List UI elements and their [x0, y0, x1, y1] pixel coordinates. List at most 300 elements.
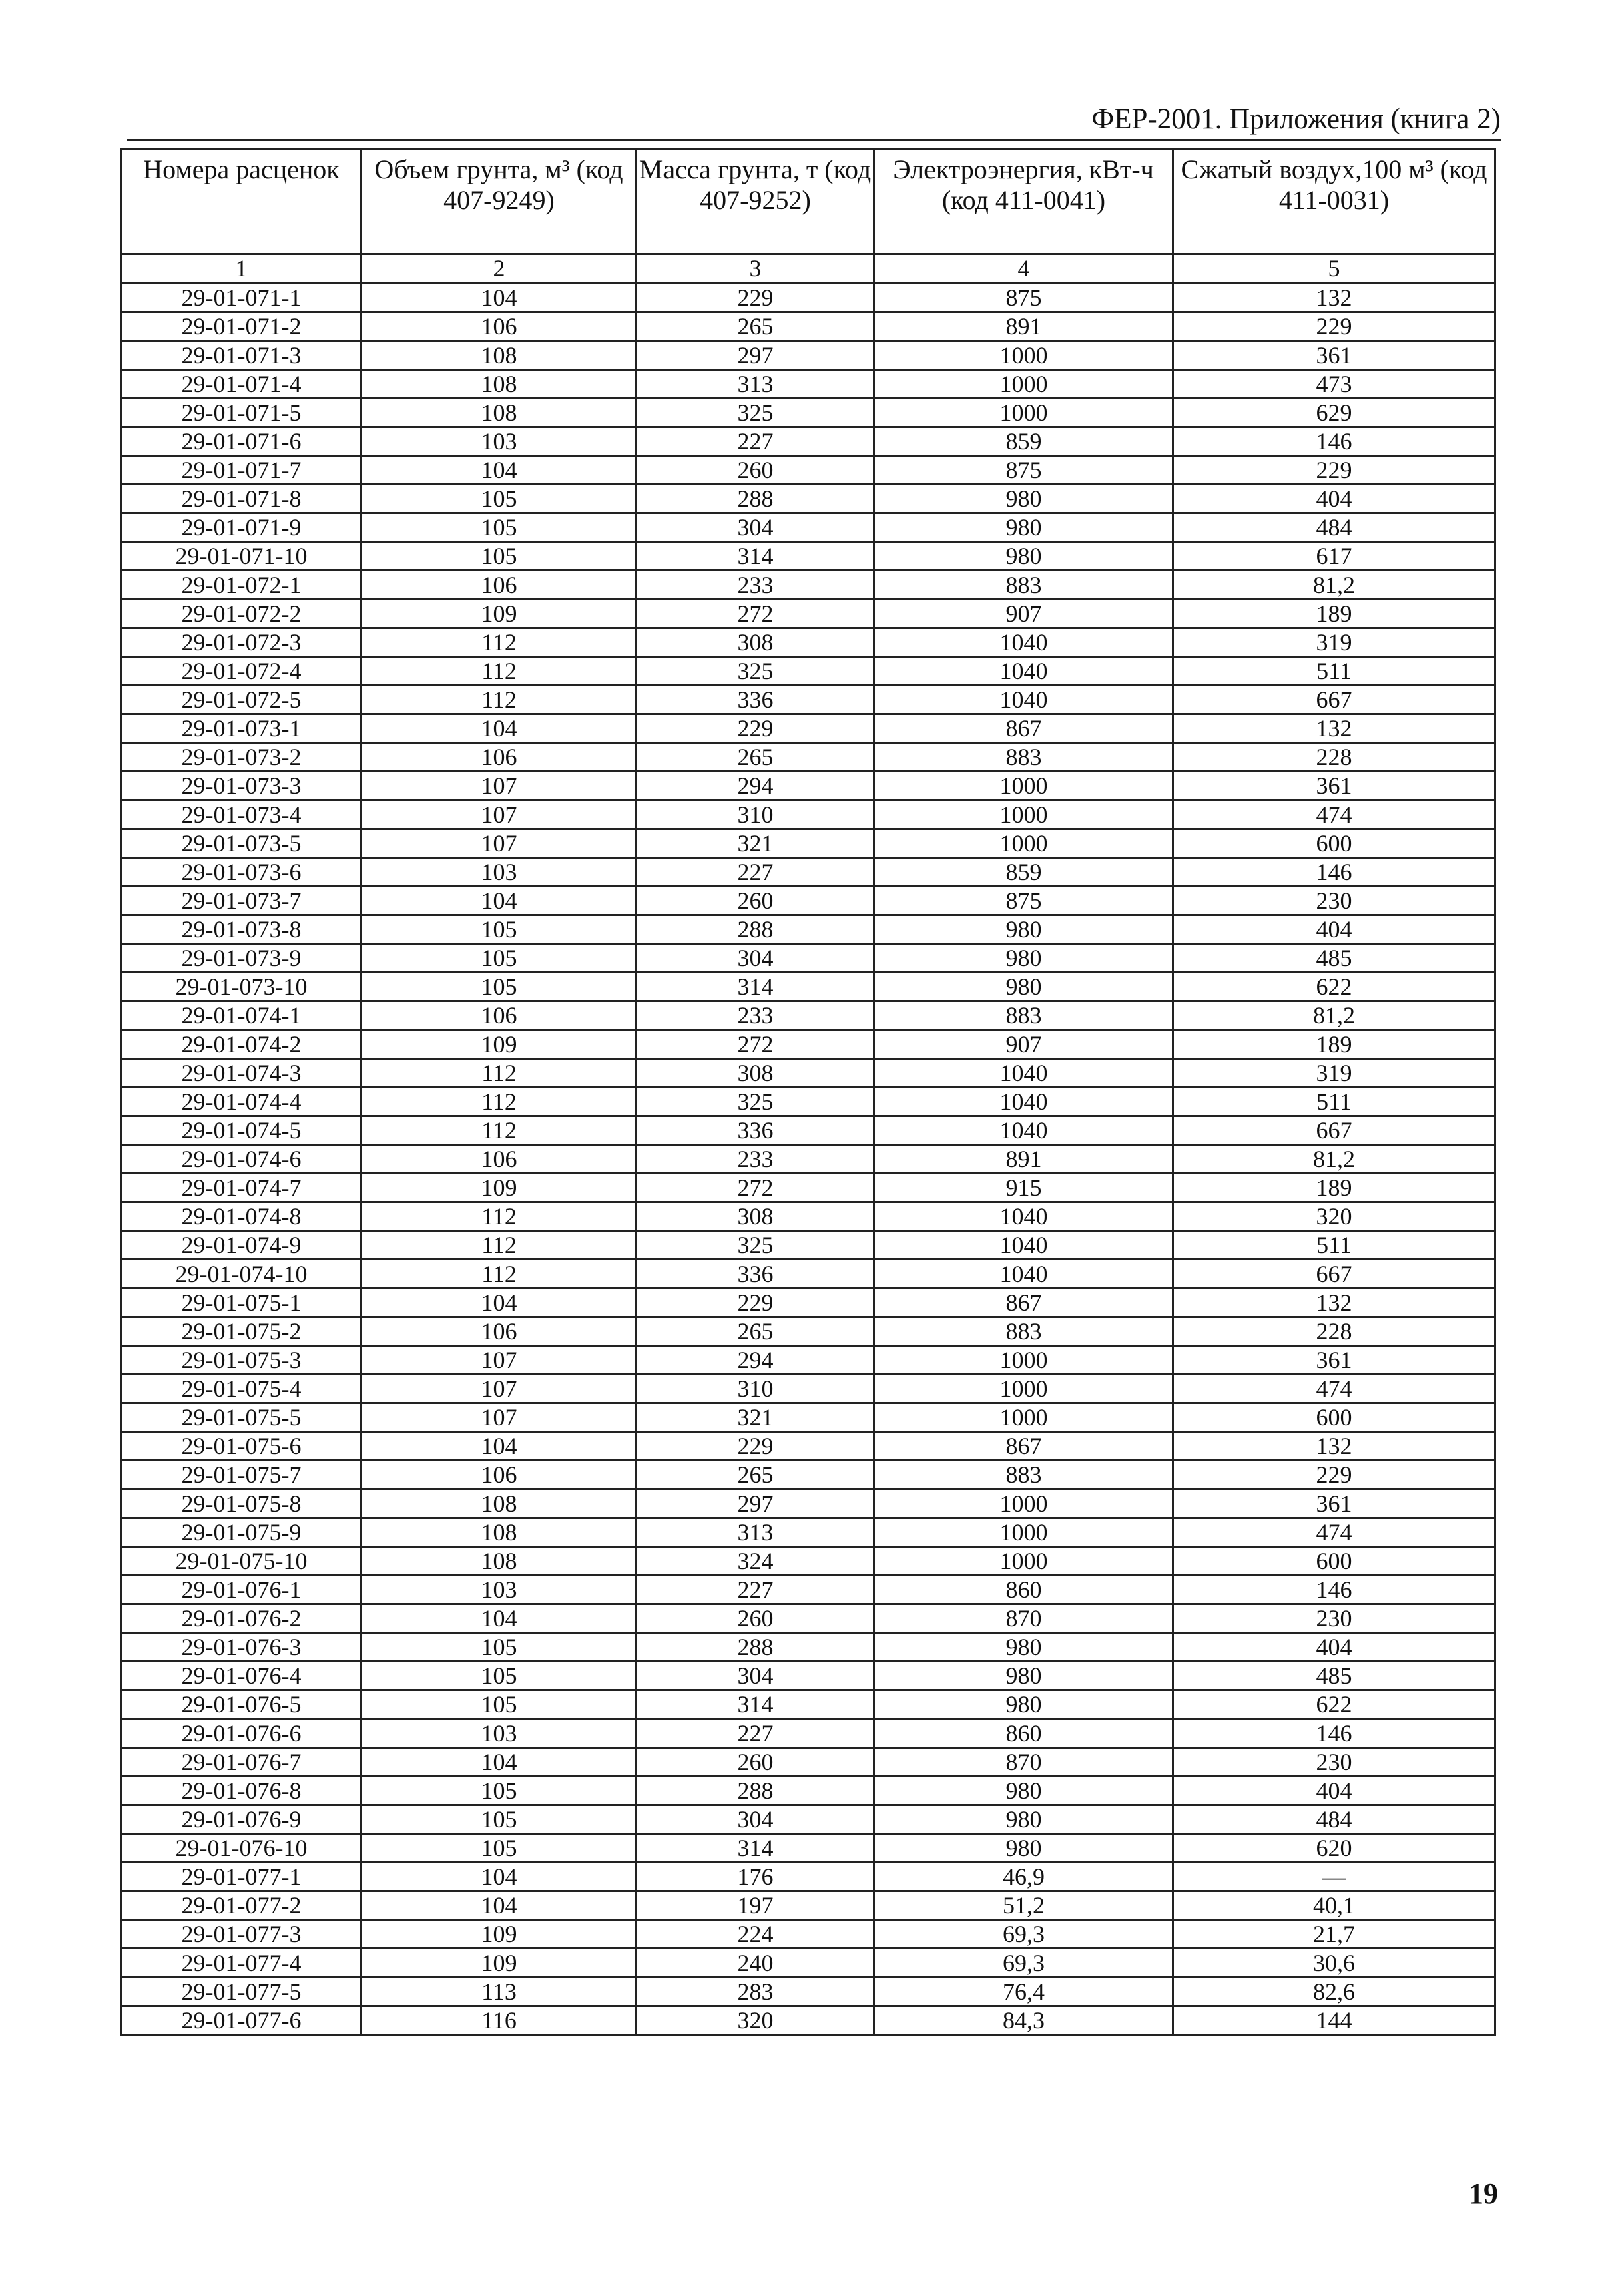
table-row	[121, 1289, 1495, 1317]
compressed-air-cell: 319	[1173, 628, 1495, 657]
soil-volume-cell: 107	[362, 1403, 637, 1432]
soil-mass-cell: 313	[637, 370, 874, 399]
soil-mass-cell: 308	[637, 1202, 874, 1231]
electricity-cell: 980	[874, 1662, 1173, 1690]
electricity-cell: 1000	[874, 370, 1173, 399]
soil-mass-cell: 288	[637, 485, 874, 513]
table-row	[121, 858, 1495, 887]
electricity-cell: 1000	[874, 1518, 1173, 1547]
soil-volume-cell: 104	[362, 1604, 637, 1633]
electricity-cell: 1040	[874, 628, 1173, 657]
compressed-air-cell: 229	[1173, 456, 1495, 485]
electricity-cell: 980	[874, 973, 1173, 1001]
table-row	[121, 1059, 1495, 1088]
compressed-air-cell: 146	[1173, 427, 1495, 456]
soil-mass-cell: 260	[637, 1604, 874, 1633]
table-row	[121, 1260, 1495, 1289]
table-row	[121, 600, 1495, 628]
soil-mass-cell: 304	[637, 513, 874, 542]
soil-volume-cell: 105	[362, 542, 637, 571]
running-header: ФЕР-2001. Приложения (книга 2)	[127, 100, 1501, 141]
rate-number-cell: 29-01-073-1	[121, 714, 362, 743]
compressed-air-cell: 229	[1173, 1461, 1495, 1489]
soil-volume-cell: 104	[362, 1891, 637, 1920]
table-row	[121, 1748, 1495, 1777]
compressed-air-cell: 320	[1173, 1202, 1495, 1231]
rate-number-cell: 29-01-076-6	[121, 1719, 362, 1748]
compressed-air-cell: 229	[1173, 312, 1495, 341]
table-row	[121, 743, 1495, 772]
soil-volume-cell: 105	[362, 1662, 637, 1690]
soil-mass-cell: 240	[637, 1949, 874, 1978]
soil-volume-cell: 104	[362, 1289, 637, 1317]
rate-number-cell: 29-01-072-2	[121, 600, 362, 628]
soil-mass-cell: 260	[637, 887, 874, 915]
soil-mass-cell: 265	[637, 1317, 874, 1346]
table-row	[121, 571, 1495, 600]
rate-number-cell: 29-01-077-6	[121, 2006, 362, 2035]
table-row	[121, 1690, 1495, 1719]
table-row	[121, 1403, 1495, 1432]
table-row	[121, 1375, 1495, 1403]
table-row	[121, 657, 1495, 686]
table-row	[121, 456, 1495, 485]
electricity-cell: 1040	[874, 1260, 1173, 1289]
table-row	[121, 628, 1495, 657]
table-row	[121, 1719, 1495, 1748]
rate-number-cell: 29-01-071-6	[121, 427, 362, 456]
table-header-row	[121, 150, 1495, 254]
rate-number-cell: 29-01-074-6	[121, 1145, 362, 1174]
compressed-air-cell: 146	[1173, 858, 1495, 887]
soil-volume-cell: 113	[362, 1978, 637, 2006]
compressed-air-cell: 82,6	[1173, 1978, 1495, 2006]
rate-number-cell: 29-01-071-1	[121, 284, 362, 312]
column-header-electricity: Электроэнергия, кВт-ч (код 411-0041)	[874, 150, 1173, 254]
compressed-air-cell: 189	[1173, 1174, 1495, 1202]
soil-volume-cell: 104	[362, 1432, 637, 1461]
soil-volume-cell: 112	[362, 1116, 637, 1145]
compressed-air-cell: 617	[1173, 542, 1495, 571]
compressed-air-cell: 319	[1173, 1059, 1495, 1088]
compressed-air-cell: 511	[1173, 657, 1495, 686]
column-number-row	[121, 254, 1495, 284]
rate-number-cell: 29-01-071-4	[121, 370, 362, 399]
soil-mass-cell: 227	[637, 1576, 874, 1604]
table-row	[121, 1174, 1495, 1202]
soil-mass-cell: 229	[637, 714, 874, 743]
soil-volume-cell: 105	[362, 973, 637, 1001]
electricity-cell: 1000	[874, 341, 1173, 370]
rate-number-cell: 29-01-077-2	[121, 1891, 362, 1920]
compressed-air-cell: 667	[1173, 1260, 1495, 1289]
soil-mass-cell: 336	[637, 686, 874, 714]
compressed-air-cell: 361	[1173, 1489, 1495, 1518]
compressed-air-cell: 622	[1173, 973, 1495, 1001]
electricity-cell: 883	[874, 1317, 1173, 1346]
soil-mass-cell: 308	[637, 628, 874, 657]
soil-volume-cell: 107	[362, 1346, 637, 1375]
table-row	[121, 513, 1495, 542]
soil-mass-cell: 325	[637, 657, 874, 686]
compressed-air-cell: 132	[1173, 284, 1495, 312]
rate-number-cell: 29-01-076-5	[121, 1690, 362, 1719]
rate-number-cell: 29-01-072-5	[121, 686, 362, 714]
soil-volume-cell: 116	[362, 2006, 637, 2035]
compressed-air-cell: 40,1	[1173, 1891, 1495, 1920]
electricity-cell: 1040	[874, 1116, 1173, 1145]
soil-volume-cell: 103	[362, 858, 637, 887]
compressed-air-cell: 132	[1173, 1432, 1495, 1461]
rate-number-cell: 29-01-075-8	[121, 1489, 362, 1518]
rate-number-cell: 29-01-076-2	[121, 1604, 362, 1633]
table-row	[121, 1805, 1495, 1834]
table-row	[121, 1001, 1495, 1030]
soil-volume-cell: 112	[362, 657, 637, 686]
rate-number-cell: 29-01-073-10	[121, 973, 362, 1001]
soil-volume-cell: 109	[362, 1174, 637, 1202]
table-row	[121, 1088, 1495, 1116]
electricity-cell: 860	[874, 1719, 1173, 1748]
rate-number-cell: 29-01-077-1	[121, 1863, 362, 1891]
table-row	[121, 1777, 1495, 1805]
soil-mass-cell: 260	[637, 1748, 874, 1777]
rate-number-cell: 29-01-075-2	[121, 1317, 362, 1346]
rate-number-cell: 29-01-073-5	[121, 829, 362, 858]
soil-mass-cell: 304	[637, 1805, 874, 1834]
soil-volume-cell: 104	[362, 1863, 637, 1891]
rate-number-cell: 29-01-071-7	[121, 456, 362, 485]
electricity-cell: 51,2	[874, 1891, 1173, 1920]
table-row	[121, 1863, 1495, 1891]
table-row	[121, 800, 1495, 829]
electricity-cell: 1040	[874, 1059, 1173, 1088]
rate-number-cell: 29-01-073-6	[121, 858, 362, 887]
rate-number-cell: 29-01-074-1	[121, 1001, 362, 1030]
table-row	[121, 427, 1495, 456]
compressed-air-cell: 21,7	[1173, 1920, 1495, 1949]
column-header-compressed-air: Сжатый воздух,100 м³ (код 411-0031)	[1173, 150, 1495, 254]
soil-mass-cell: 314	[637, 1690, 874, 1719]
compressed-air-cell: 600	[1173, 829, 1495, 858]
table-row	[121, 341, 1495, 370]
soil-volume-cell: 109	[362, 1920, 637, 1949]
soil-volume-cell: 106	[362, 1317, 637, 1346]
soil-mass-cell: 197	[637, 1891, 874, 1920]
column-number: 1	[121, 254, 362, 284]
electricity-cell: 867	[874, 1432, 1173, 1461]
compressed-air-cell: 132	[1173, 1289, 1495, 1317]
compressed-air-cell: 629	[1173, 399, 1495, 427]
soil-mass-cell: 325	[637, 1231, 874, 1260]
compressed-air-cell: 474	[1173, 800, 1495, 829]
rate-number-cell: 29-01-074-4	[121, 1088, 362, 1116]
soil-mass-cell: 260	[637, 456, 874, 485]
soil-volume-cell: 106	[362, 1001, 637, 1030]
electricity-cell: 84,3	[874, 2006, 1173, 2035]
electricity-cell: 1000	[874, 1547, 1173, 1576]
electricity-cell: 859	[874, 427, 1173, 456]
compressed-air-cell: 485	[1173, 944, 1495, 973]
soil-volume-cell: 105	[362, 513, 637, 542]
soil-mass-cell: 229	[637, 284, 874, 312]
electricity-cell: 69,3	[874, 1949, 1173, 1978]
electricity-cell: 891	[874, 1145, 1173, 1174]
electricity-cell: 883	[874, 571, 1173, 600]
rate-number-cell: 29-01-075-4	[121, 1375, 362, 1403]
electricity-cell: 907	[874, 600, 1173, 628]
compressed-air-cell: 189	[1173, 600, 1495, 628]
compressed-air-cell: 511	[1173, 1231, 1495, 1260]
soil-mass-cell: 227	[637, 858, 874, 887]
rates-table	[120, 148, 1496, 2036]
electricity-cell: 980	[874, 542, 1173, 571]
electricity-cell: 915	[874, 1174, 1173, 1202]
soil-volume-cell: 105	[362, 1834, 637, 1863]
soil-mass-cell: 321	[637, 829, 874, 858]
soil-volume-cell: 105	[362, 1777, 637, 1805]
table-row	[121, 1662, 1495, 1690]
soil-volume-cell: 112	[362, 1088, 637, 1116]
soil-mass-cell: 265	[637, 743, 874, 772]
table-row	[121, 1145, 1495, 1174]
soil-mass-cell: 227	[637, 427, 874, 456]
soil-volume-cell: 109	[362, 1949, 637, 1978]
soil-volume-cell: 104	[362, 887, 637, 915]
electricity-cell: 980	[874, 485, 1173, 513]
rate-number-cell: 29-01-076-8	[121, 1777, 362, 1805]
electricity-cell: 1000	[874, 1346, 1173, 1375]
rate-number-cell: 29-01-071-3	[121, 341, 362, 370]
rate-number-cell: 29-01-071-8	[121, 485, 362, 513]
soil-volume-cell: 105	[362, 944, 637, 973]
soil-mass-cell: 272	[637, 1030, 874, 1059]
compressed-air-cell: 81,2	[1173, 1001, 1495, 1030]
rate-number-cell: 29-01-071-2	[121, 312, 362, 341]
rate-number-cell: 29-01-071-9	[121, 513, 362, 542]
compressed-air-cell: 622	[1173, 1690, 1495, 1719]
table-body	[121, 284, 1495, 2035]
electricity-cell: 980	[874, 944, 1173, 973]
rate-number-cell: 29-01-075-9	[121, 1518, 362, 1547]
compressed-air-cell: 600	[1173, 1403, 1495, 1432]
compressed-air-cell: 404	[1173, 915, 1495, 944]
table-row	[121, 1518, 1495, 1547]
rate-number-cell: 29-01-074-9	[121, 1231, 362, 1260]
table-row	[121, 915, 1495, 944]
rate-number-cell: 29-01-075-1	[121, 1289, 362, 1317]
electricity-cell: 1000	[874, 1489, 1173, 1518]
soil-volume-cell: 108	[362, 341, 637, 370]
electricity-cell: 980	[874, 915, 1173, 944]
soil-mass-cell: 288	[637, 1633, 874, 1662]
table-row	[121, 1317, 1495, 1346]
soil-volume-cell: 105	[362, 915, 637, 944]
compressed-air-cell: 404	[1173, 1777, 1495, 1805]
table-row	[121, 1547, 1495, 1576]
table-row	[121, 284, 1495, 312]
compressed-air-cell: 474	[1173, 1518, 1495, 1547]
soil-mass-cell: 227	[637, 1719, 874, 1748]
soil-volume-cell: 104	[362, 456, 637, 485]
compressed-air-cell: 404	[1173, 485, 1495, 513]
rate-number-cell: 29-01-074-2	[121, 1030, 362, 1059]
rate-number-cell: 29-01-074-10	[121, 1260, 362, 1289]
table-row	[121, 1116, 1495, 1145]
soil-volume-cell: 106	[362, 571, 637, 600]
soil-mass-cell: 297	[637, 341, 874, 370]
rate-number-cell: 29-01-075-5	[121, 1403, 362, 1432]
rate-number-cell: 29-01-076-1	[121, 1576, 362, 1604]
rate-number-cell: 29-01-073-3	[121, 772, 362, 800]
table-row	[121, 944, 1495, 973]
electricity-cell: 1000	[874, 399, 1173, 427]
table-row	[121, 1604, 1495, 1633]
rate-number-cell: 29-01-074-7	[121, 1174, 362, 1202]
electricity-cell: 1000	[874, 772, 1173, 800]
table-row	[121, 1978, 1495, 2006]
soil-mass-cell: 314	[637, 542, 874, 571]
compressed-air-cell: 132	[1173, 714, 1495, 743]
rate-number-cell: 29-01-072-4	[121, 657, 362, 686]
electricity-cell: 980	[874, 1690, 1173, 1719]
compressed-air-cell: 667	[1173, 1116, 1495, 1145]
soil-mass-cell: 304	[637, 1662, 874, 1690]
compressed-air-cell: 146	[1173, 1719, 1495, 1748]
compressed-air-cell: 230	[1173, 1748, 1495, 1777]
soil-mass-cell: 176	[637, 1863, 874, 1891]
compressed-air-cell: 81,2	[1173, 1145, 1495, 1174]
table-row	[121, 1920, 1495, 1949]
rate-number-cell: 29-01-076-10	[121, 1834, 362, 1863]
soil-mass-cell: 304	[637, 944, 874, 973]
electricity-cell: 907	[874, 1030, 1173, 1059]
table-row	[121, 1633, 1495, 1662]
table-row	[121, 1834, 1495, 1863]
soil-volume-cell: 103	[362, 1719, 637, 1748]
table-row	[121, 312, 1495, 341]
soil-volume-cell: 109	[362, 1030, 637, 1059]
table-row	[121, 1891, 1495, 1920]
electricity-cell: 883	[874, 1461, 1173, 1489]
soil-volume-cell: 103	[362, 1576, 637, 1604]
soil-volume-cell: 112	[362, 628, 637, 657]
soil-mass-cell: 325	[637, 399, 874, 427]
compressed-air-cell: 189	[1173, 1030, 1495, 1059]
electricity-cell: 875	[874, 887, 1173, 915]
electricity-cell: 980	[874, 1805, 1173, 1834]
soil-volume-cell: 108	[362, 1547, 637, 1576]
soil-mass-cell: 294	[637, 1346, 874, 1375]
compressed-air-cell: 30,6	[1173, 1949, 1495, 1978]
compressed-air-cell: 473	[1173, 370, 1495, 399]
rate-number-cell: 29-01-073-7	[121, 887, 362, 915]
table-row	[121, 1949, 1495, 1978]
electricity-cell: 76,4	[874, 1978, 1173, 2006]
soil-mass-cell: 297	[637, 1489, 874, 1518]
electricity-cell: 1040	[874, 1202, 1173, 1231]
soil-mass-cell: 321	[637, 1403, 874, 1432]
rate-number-cell: 29-01-073-4	[121, 800, 362, 829]
soil-mass-cell: 283	[637, 1978, 874, 2006]
electricity-cell: 46,9	[874, 1863, 1173, 1891]
soil-mass-cell: 336	[637, 1260, 874, 1289]
soil-volume-cell: 105	[362, 485, 637, 513]
compressed-air-cell: 146	[1173, 1576, 1495, 1604]
soil-mass-cell: 313	[637, 1518, 874, 1547]
soil-volume-cell: 112	[362, 1202, 637, 1231]
soil-mass-cell: 233	[637, 571, 874, 600]
electricity-cell: 883	[874, 1001, 1173, 1030]
rate-number-cell: 29-01-077-5	[121, 1978, 362, 2006]
electricity-cell: 870	[874, 1748, 1173, 1777]
rate-number-cell: 29-01-075-3	[121, 1346, 362, 1375]
table-row	[121, 714, 1495, 743]
soil-mass-cell: 233	[637, 1145, 874, 1174]
electricity-cell: 860	[874, 1576, 1173, 1604]
table-row	[121, 1231, 1495, 1260]
rate-number-cell: 29-01-072-3	[121, 628, 362, 657]
rate-number-cell: 29-01-073-2	[121, 743, 362, 772]
soil-mass-cell: 336	[637, 1116, 874, 1145]
rate-number-cell: 29-01-075-6	[121, 1432, 362, 1461]
soil-volume-cell: 107	[362, 829, 637, 858]
soil-mass-cell: 265	[637, 1461, 874, 1489]
soil-mass-cell: 229	[637, 1432, 874, 1461]
electricity-cell: 980	[874, 1777, 1173, 1805]
compressed-air-cell: 230	[1173, 1604, 1495, 1633]
column-number: 2	[362, 254, 637, 284]
rate-number-cell: 29-01-076-9	[121, 1805, 362, 1834]
column-header-soil-mass: Масса грунта, т (код 407-9252)	[637, 150, 874, 254]
rate-number-cell: 29-01-074-5	[121, 1116, 362, 1145]
compressed-air-cell: 230	[1173, 887, 1495, 915]
electricity-cell: 1040	[874, 657, 1173, 686]
electricity-cell: 891	[874, 312, 1173, 341]
compressed-air-cell: —	[1173, 1863, 1495, 1891]
compressed-air-cell: 361	[1173, 772, 1495, 800]
table-row	[121, 485, 1495, 513]
soil-volume-cell: 104	[362, 284, 637, 312]
rate-number-cell: 29-01-075-7	[121, 1461, 362, 1489]
soil-mass-cell: 314	[637, 1834, 874, 1863]
electricity-cell: 875	[874, 456, 1173, 485]
soil-volume-cell: 108	[362, 1518, 637, 1547]
soil-volume-cell: 106	[362, 312, 637, 341]
compressed-air-cell: 361	[1173, 341, 1495, 370]
electricity-cell: 875	[874, 284, 1173, 312]
soil-volume-cell: 103	[362, 427, 637, 456]
soil-mass-cell: 224	[637, 1920, 874, 1949]
soil-volume-cell: 106	[362, 743, 637, 772]
soil-mass-cell: 272	[637, 1174, 874, 1202]
electricity-cell: 870	[874, 1604, 1173, 1633]
compressed-air-cell: 404	[1173, 1633, 1495, 1662]
compressed-air-cell: 228	[1173, 743, 1495, 772]
soil-volume-cell: 108	[362, 399, 637, 427]
rate-number-cell: 29-01-071-5	[121, 399, 362, 427]
page-number: 19	[1469, 2177, 1498, 2210]
soil-mass-cell: 324	[637, 1547, 874, 1576]
column-number: 4	[874, 254, 1173, 284]
soil-volume-cell: 105	[362, 1690, 637, 1719]
column-header-soil-volume: Объем грунта, м³ (код 407-9249)	[362, 150, 637, 254]
column-number: 5	[1173, 254, 1495, 284]
soil-mass-cell: 294	[637, 772, 874, 800]
rate-number-cell: 29-01-076-7	[121, 1748, 362, 1777]
soil-volume-cell: 112	[362, 1260, 637, 1289]
soil-volume-cell: 107	[362, 800, 637, 829]
